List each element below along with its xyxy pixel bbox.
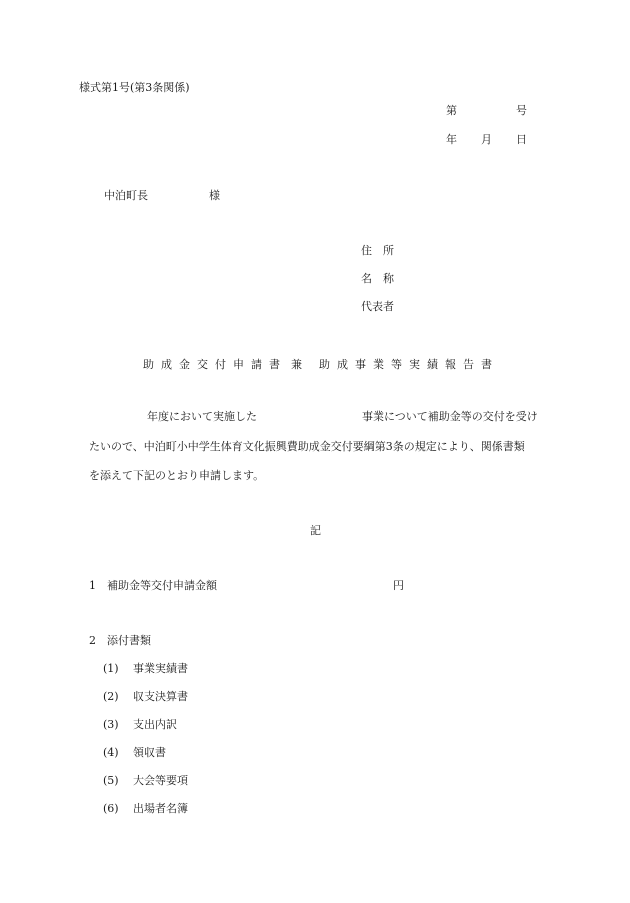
attachment-label: 大会等要項 (133, 774, 188, 787)
number-go: 号 (516, 104, 527, 117)
date-year: 年 (446, 133, 457, 146)
attachment-number: (3) (103, 718, 119, 731)
attachment-number: (6) (103, 802, 119, 815)
ki-heading: 記 (310, 524, 321, 537)
body-line1-a: 年度において実施した (147, 410, 257, 423)
title-part1: 助成金交付申請書 (143, 358, 287, 371)
attachment-number: (1) (103, 662, 119, 675)
item1-unit: 円 (393, 579, 404, 592)
body-line2: たいので、中泊町小中学生体育文化振興費助成金交付要綱第3条の規定により、関係書類 (89, 440, 525, 453)
attachment-number: (4) (103, 746, 119, 759)
item1-number: 1 (89, 579, 96, 592)
attachment-label: 出場者名簿 (133, 802, 188, 815)
body-line3: を添えて下記のとおり申請します。 (89, 469, 265, 482)
date-month: 月 (481, 133, 492, 146)
addressee-name: 中泊町長 (104, 189, 148, 202)
applicant-name-label: 名 称 (361, 272, 394, 285)
attachment-label: 事業実績書 (133, 662, 188, 675)
attachment-number: (2) (103, 690, 119, 703)
item2-label: 添付書類 (107, 634, 151, 647)
title-connector: 兼 (291, 358, 309, 371)
form-number: 様式第1号(第3条関係) (79, 81, 190, 94)
attachment-label: 収支決算書 (133, 690, 188, 703)
item1-label: 補助金等交付申請金額 (107, 579, 217, 592)
date-day: 日 (516, 133, 527, 146)
attachment-label: 支出内訳 (133, 718, 177, 731)
applicant-address-label: 住 所 (361, 244, 394, 257)
number-dai: 第 (446, 104, 457, 117)
item2-number: 2 (89, 634, 96, 647)
body-line1-b: 事業について補助金等の交付を受け (362, 410, 538, 423)
applicant-representative-label: 代表者 (361, 300, 394, 313)
title-part2: 助成事業等実績報告書 (319, 358, 499, 371)
attachment-number: (5) (103, 774, 119, 787)
attachment-label: 領収書 (133, 746, 166, 759)
addressee-honorific: 様 (209, 189, 220, 202)
